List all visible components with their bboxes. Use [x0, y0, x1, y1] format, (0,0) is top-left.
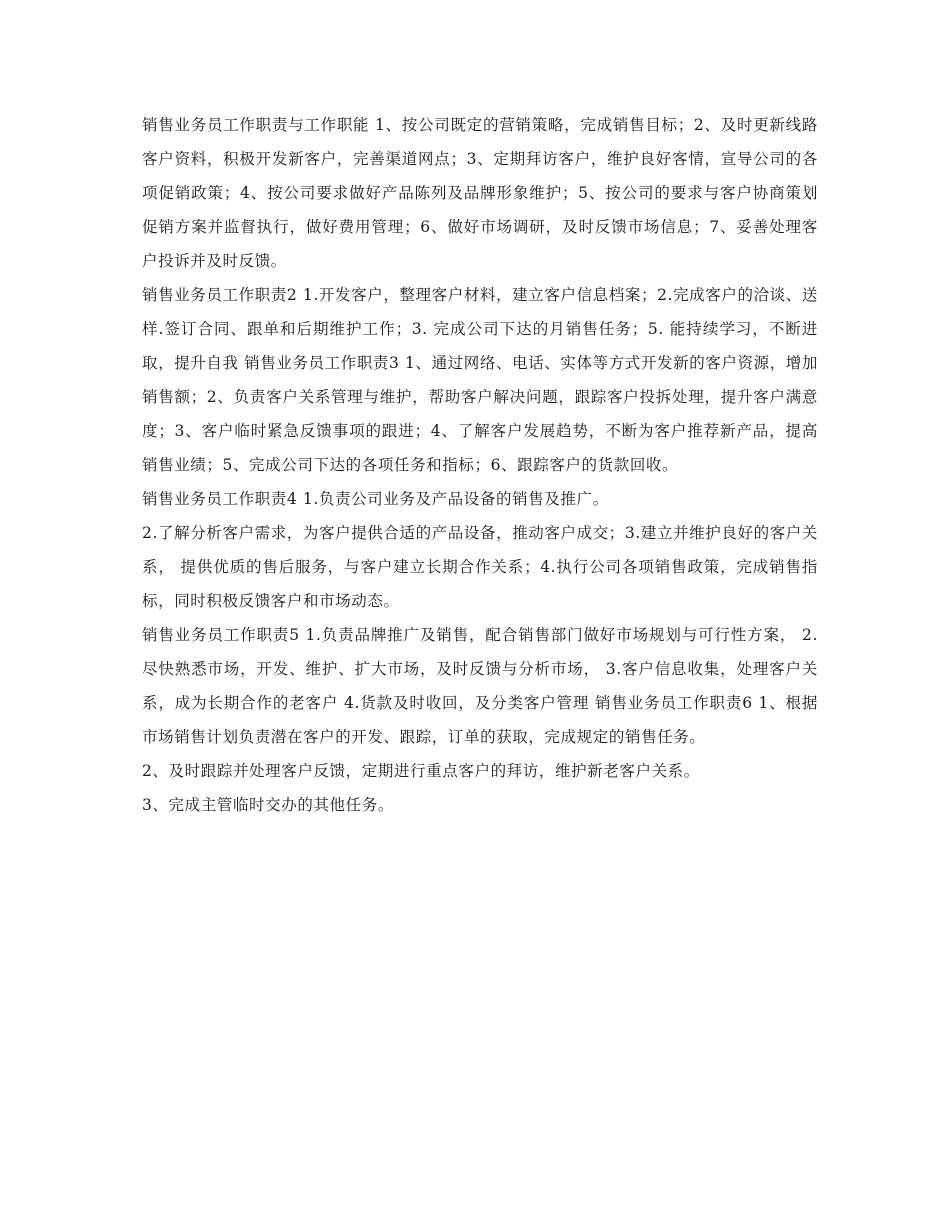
- paragraph-duties-1: 销售业务员工作职责与工作职能 1、按公司既定的营销策略，完成销售目标；2、及时更新线路客户资料，积极开发新客户，完善渠道网点；3、定期拜访客户，维护良好客情，宣导公司的各项促销政策；4、按公司要求做好产品陈列及品牌形象维护；5、按公司的要求与客户协商策划促销方案并监督执行，做好费用管理；6、做好市场调研，及时反馈市场信息；7、妥善处理客户投诉并及时反馈。: [142, 116, 818, 270]
- paragraph-duties-5-6: 销售业务员工作职责5 1.负责品牌推广及销售，配合销售部门做好市场规划与可行性方案， 2.尽快熟悉市场，开发、维护、扩大市场，及时反馈与分析市场， 3.客户信息收集，处理客户关系，成为长期合作的老客户 4.货款及时收回，及分类客户管理 销售业务员工作职责6 1、根据市场销售计划负责潜在客户的开发、跟踪，订单的获取，完成规定的销售任务。: [142, 626, 818, 746]
- paragraph-duties-2-3: 销售业务员工作职责2 1.开发客户，整理客户材料，建立客户信息档案；2.完成客户的洽谈、送样.签订合同、跟单和后期维护工作；3. 完成公司下达的月销售任务；5. 能持续学习，不断进取，提升自我 销售业务员工作职责3 1、通过网络、电话、实体等方式开发新的客户资源，增加销售额；2、负责客户关系管理与维护，帮助客户解决问题，跟踪客户投拆处理，提升客户满意度；3、客户临时紧急反馈事项的跟进；4、了解客户发展趋势，不断为客户推荐新产品，提高销售业绩；5、完成公司下达的各项任务和指标；6、跟踪客户的货款回收。: [142, 286, 818, 474]
- paragraph-duties-4-detail: 2.了解分析客户需求，为客户提供合适的产品设备，推动客户成交；3.建立并维护良好的客户关系， 提供优质的售后服务，与客户建立长期合作关系；4.执行公司各项销售政策，完成销售指标，同时积极反馈客户和市场动态。: [142, 524, 818, 610]
- document-body: [142, 108, 818, 822]
- paragraph-duties-6-item-2: 2、及时跟踪并处理客户反馈，定期进行重点客户的拜访，维护新老客户关系。: [142, 762, 700, 780]
- paragraph-duties-6-item-3: 3、完成主管临时交办的其他任务。: [142, 796, 394, 814]
- paragraph-duties-4-intro: 销售业务员工作职责4 1.负责公司业务及产品设备的销售及推广。: [142, 490, 609, 508]
